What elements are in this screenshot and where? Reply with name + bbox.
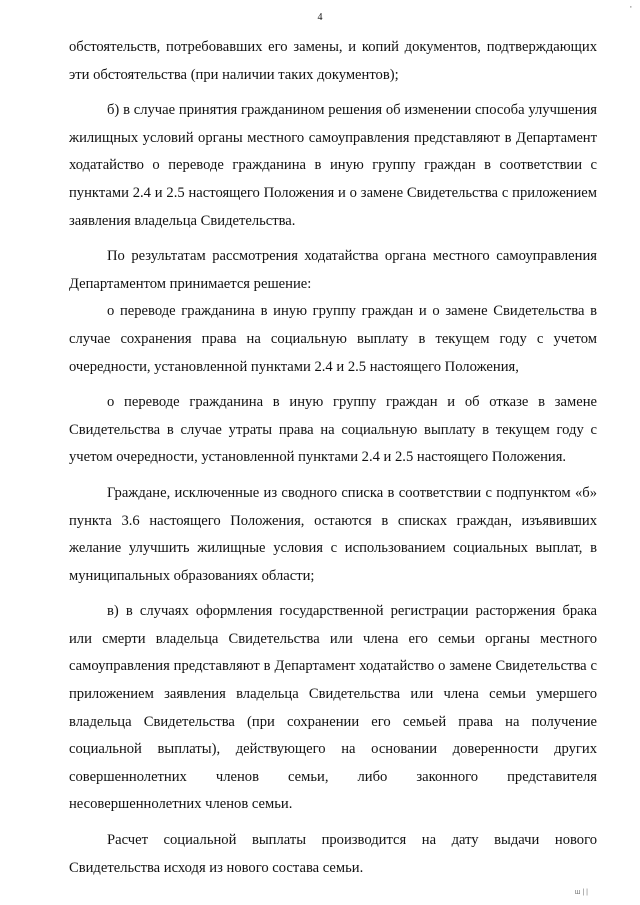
- paragraph-item-b: б) в случае принятия гражданином решения об изменении способа улучшения жилищных условий органы местного самоуправления представляют в Департамент ходатайство о переводе гражданина в иную группу граждан в соответствии с пунктами 2.4 и 2.5 настоящего Положения и о замене Свидетельства с приложением заявления владельца Свидетельства.: [69, 102, 597, 229]
- document-body: [69, 34, 597, 882]
- paragraph-decision-replace: о переводе гражданина в иную группу граждан и о замене Свидетельства в случае сохранения права на социальную выплату в текущем году с учетом очередности, установленной пунктами 2.4 и 2.5 настоящего Положения,: [69, 303, 597, 375]
- corner-mark: ,: [629, 0, 632, 9]
- paragraph-excluded-citizens: Граждане, исключенные из сводного списка в соответствии с подпунктом «б» пункта 3.6 настоящего Положения, остаются в списках граждан, изъявивших желание улучшить жилищные условия с использованием социальных выплат, в муниципальных образованиях области;: [69, 484, 597, 584]
- paragraph-continuation: обстоятельств, потребовавших его замены, и копий документов, подтверждающих эти обстоятельства (при наличии таких документов);: [69, 39, 597, 83]
- paragraph-decision-intro: По результатам рассмотрения ходатайства органа местного самоуправления Департаментом принимается решение:: [69, 248, 597, 292]
- paragraph-decision-refuse: о переводе гражданина в иную группу граждан и об отказе в замене Свидетельства в случае утраты права на социальную выплату в текущем году с учетом очередности, установленной пунктами 2.4 и 2.5 настоящего Положения.: [69, 394, 597, 466]
- paragraph-item-v: в) в случаях оформления государственной регистрации расторжения брака или смерти владельца Свидетельства или члена его семьи органы местного самоуправления представляют в Департамент ходатайство о замене Свидетельства с приложением заявления владельца Свидетельства или члена семьи умершего владельца Свидетельства (при сохранении его семьей права на получение социальной выплаты), действующего на основании доверенности других совершеннолетних членов семьи, либо законного представителя несовершеннолетних членов семьи.: [69, 603, 597, 813]
- page-number: 4: [317, 12, 323, 23]
- paragraph-calculation: Расчет социальной выплаты производится на дату выдачи нового Свидетельства исходя из нового состава семьи.: [69, 832, 597, 876]
- bottom-mark: ш | |: [574, 889, 588, 896]
